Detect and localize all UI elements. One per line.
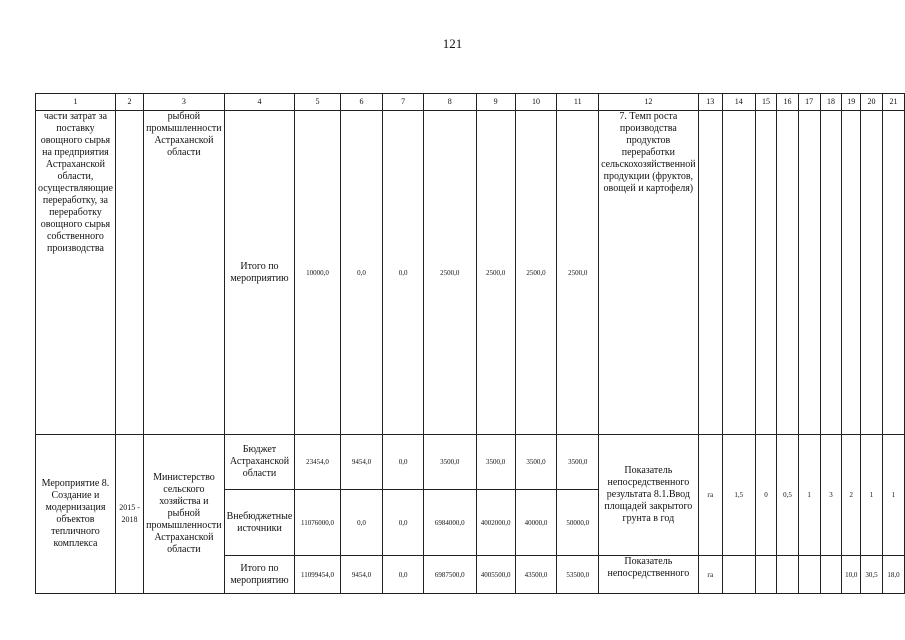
header-cell: 12 xyxy=(599,94,699,111)
amount-2015: 0,0 xyxy=(383,111,424,435)
amount-total: 11099454,0 xyxy=(295,556,340,594)
indicator-text: 7. Темп роста производства продуктов переработки сельскохозяйственной продукции (фруктов, овощей и картофеля) xyxy=(599,111,699,435)
table-row xyxy=(36,111,905,435)
funding-source: Бюджет Астраханской области xyxy=(224,435,295,490)
period-cell: 2015 - 2018 xyxy=(115,435,143,594)
header-cell: 21 xyxy=(882,94,904,111)
header-cell: 16 xyxy=(777,94,798,111)
amount-2018: 2500,0 xyxy=(515,111,557,435)
value-cell xyxy=(798,556,820,594)
amount-2016: 6987500,0 xyxy=(423,556,476,594)
value-cell: 18,0 xyxy=(882,556,904,594)
amount-2017: 2500,0 xyxy=(476,111,515,435)
executor-cell: Министерство сельского хозяйства и рыбной промышленности Астраханской области xyxy=(144,435,224,594)
value-cell xyxy=(722,556,755,594)
value-cell xyxy=(798,111,820,435)
indicator-text: Показатель непосредственного результата 8.1.Ввод площадей закрытого грунта в год xyxy=(599,435,699,556)
value-cell xyxy=(755,111,777,435)
header-cell: 15 xyxy=(755,94,777,111)
executor-cell: рыбной промышленности Астраханской области xyxy=(144,111,224,435)
amount-2019: 2500,0 xyxy=(557,111,599,435)
amount-2014: 0,0 xyxy=(340,111,383,435)
amount-2019: 53500,0 xyxy=(557,556,599,594)
header-cell: 7 xyxy=(383,94,424,111)
amount-2018: 40000,0 xyxy=(515,490,557,556)
header-cell: 3 xyxy=(144,94,224,111)
amount-2015: 0,0 xyxy=(383,556,424,594)
value-cell: 10,0 xyxy=(842,556,861,594)
header-cell: 18 xyxy=(820,94,842,111)
amount-2015: 0,0 xyxy=(383,435,424,490)
header-row xyxy=(36,94,905,111)
unit-cell: га xyxy=(698,435,722,556)
funding-source: Итого по мероприятию xyxy=(224,556,295,594)
value-cell xyxy=(722,111,755,435)
value-cell: 2 xyxy=(842,435,861,556)
period-cell xyxy=(115,111,143,435)
funding-source: Итого по мероприятию xyxy=(224,111,295,435)
value-cell xyxy=(777,556,798,594)
header-cell: 19 xyxy=(842,94,861,111)
header-cell: 5 xyxy=(295,94,340,111)
value-cell xyxy=(820,556,842,594)
value-cell: 3 xyxy=(820,435,842,556)
amount-2016: 2500,0 xyxy=(423,111,476,435)
amount-total: 23454,0 xyxy=(295,435,340,490)
amount-total: 11076000,0 xyxy=(295,490,340,556)
amount-2018: 43500,0 xyxy=(515,556,557,594)
header-cell: 20 xyxy=(861,94,883,111)
value-cell xyxy=(777,111,798,435)
value-cell xyxy=(820,111,842,435)
amount-2014: 0,0 xyxy=(340,490,383,556)
amount-2015: 0,0 xyxy=(383,490,424,556)
header-cell: 17 xyxy=(798,94,820,111)
amount-2018: 3500,0 xyxy=(515,435,557,490)
value-cell: 1 xyxy=(861,435,883,556)
amount-2014: 9454,0 xyxy=(340,556,383,594)
funding-source: Внебюджетные источники xyxy=(224,490,295,556)
amount-2019: 3500,0 xyxy=(557,435,599,490)
value-cell xyxy=(861,111,883,435)
value-cell xyxy=(882,111,904,435)
page-number: 121 xyxy=(442,36,463,51)
amount-total: 10000,0 xyxy=(295,111,340,435)
value-cell: 1,5 xyxy=(722,435,755,556)
unit-cell: га xyxy=(698,556,722,594)
header-cell: 4 xyxy=(224,94,295,111)
budget-table xyxy=(35,93,905,594)
value-cell xyxy=(755,556,777,594)
header-cell: 14 xyxy=(722,94,755,111)
value-cell: 0,5 xyxy=(777,435,798,556)
measure-description: части затрат за поставку овощного сырья на предприятия Астраханской области, осуществляющие переработку, за переработку овощного сырья собственного производства xyxy=(36,111,116,435)
header-cell: 6 xyxy=(340,94,383,111)
amount-2017: 3500,0 xyxy=(476,435,515,490)
value-cell: 30,5 xyxy=(861,556,883,594)
amount-2017: 4002000,0 xyxy=(476,490,515,556)
amount-2019: 50000,0 xyxy=(557,490,599,556)
header-cell: 11 xyxy=(557,94,599,111)
header-cell: 2 xyxy=(115,94,143,111)
indicator-text: Показатель непосредственного xyxy=(599,556,699,594)
value-cell xyxy=(842,111,861,435)
header-cell: 8 xyxy=(423,94,476,111)
amount-2014: 9454,0 xyxy=(340,435,383,490)
value-cell: 1 xyxy=(882,435,904,556)
header-cell: 1 xyxy=(36,94,116,111)
amount-2016: 3500,0 xyxy=(423,435,476,490)
header-cell: 13 xyxy=(698,94,722,111)
header-cell: 9 xyxy=(476,94,515,111)
header-cell: 10 xyxy=(515,94,557,111)
table-row xyxy=(36,435,905,490)
unit-cell xyxy=(698,111,722,435)
measure-description: Мероприятие 8. Создание и модернизация объектов тепличного комплекса xyxy=(36,435,116,594)
amount-2017: 4005500,0 xyxy=(476,556,515,594)
amount-2016: 6984000,0 xyxy=(423,490,476,556)
value-cell: 1 xyxy=(798,435,820,556)
value-cell: 0 xyxy=(755,435,777,556)
